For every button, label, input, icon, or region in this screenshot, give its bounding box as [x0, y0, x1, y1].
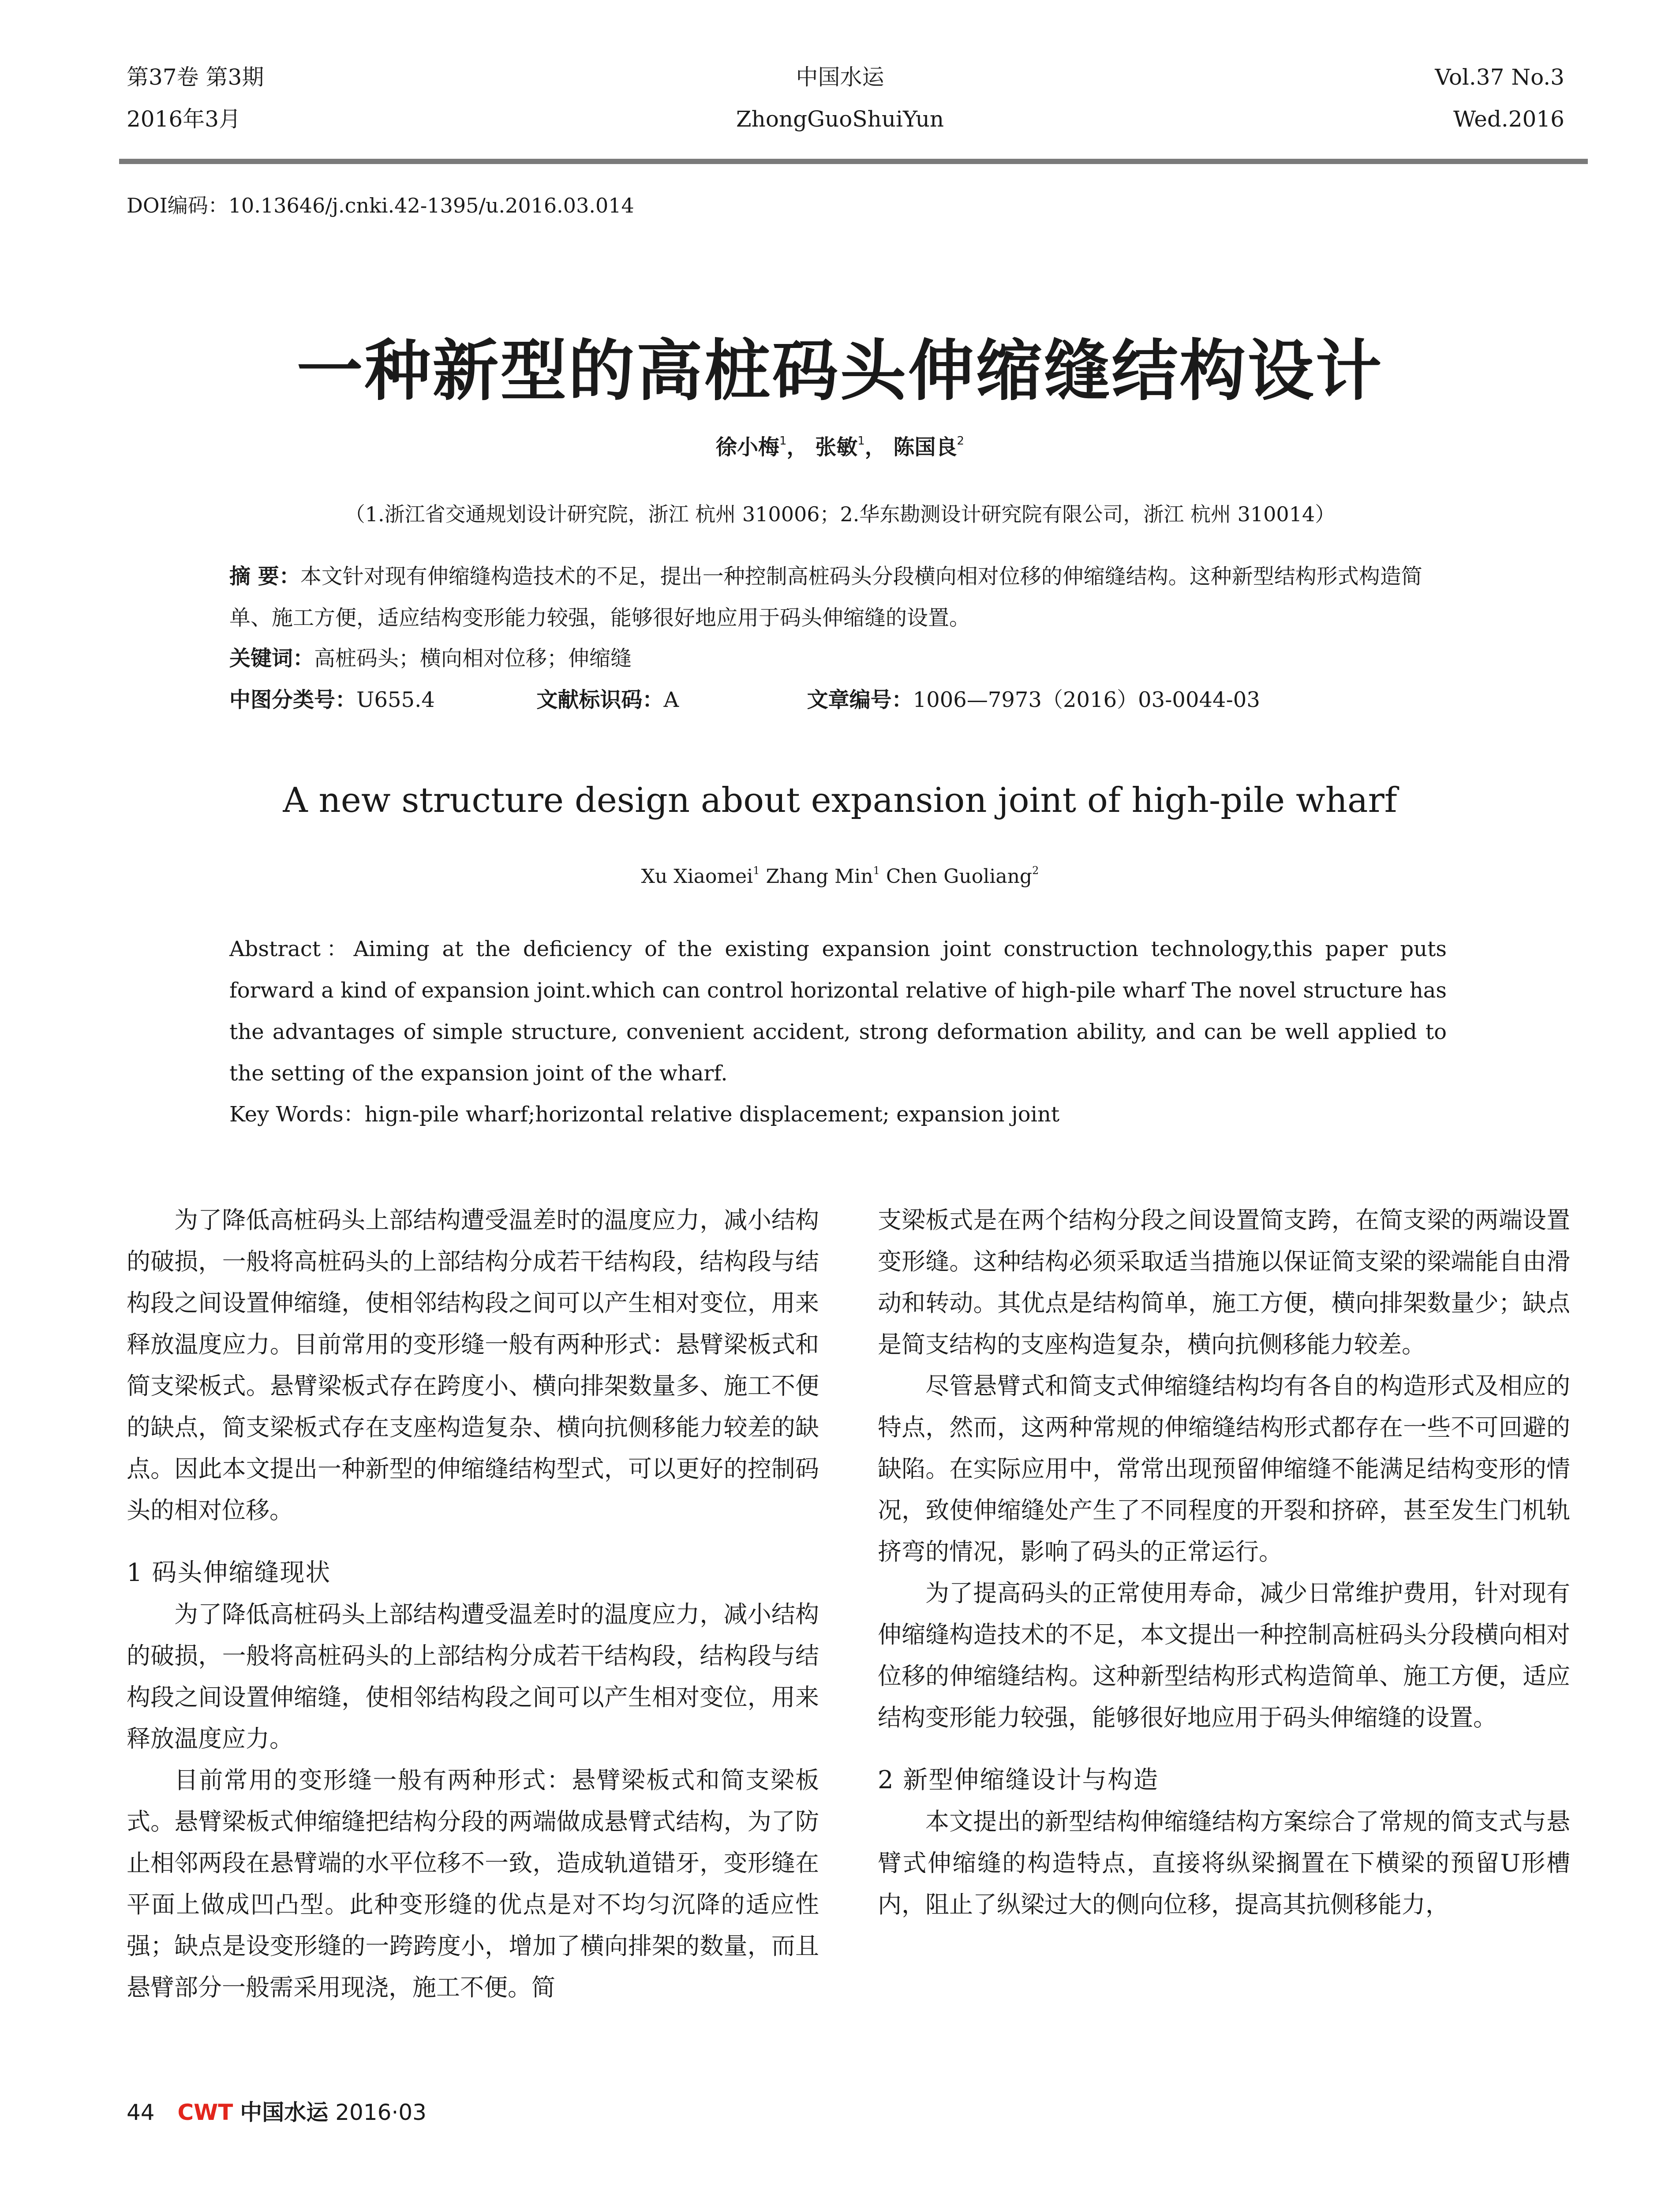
abstract-en [229, 928, 1447, 1094]
keywords-en [229, 1094, 1447, 1135]
clc-label: 中图分类号： [229, 688, 357, 712]
section-1-paragraph: 为了降低高桩码头上部结构遭受温差时的温度应力，减小结构的破损，一般将高桩码头的上部结构分成若干结构段，结构段与结构段之间设置伸缩缝，使相邻结构段之间可以产生相对变位，用来释放温度应力。 [127, 1600, 819, 1753]
article-no-label: 文章编号： [807, 688, 913, 712]
body-paragraph: 尽管悬臂式和简支式伸缩缝结构均有各自的构造形式及相应的特点，然而，这两种常规的伸缩缝结构形式都存在一些不可回避的缺陷。在实际应用中，常常出现预留伸缩缝不能满足结构变形的情况，致使伸缩缝处产生了不同程度的开裂和挤碎，甚至发生门机轨挤弯的情况，影响了码头的正常运行。 [878, 1372, 1570, 1566]
header-journal-en: ZhongGuoShuiYun [736, 106, 944, 132]
header-volume: 第37卷 第3期 [127, 64, 264, 90]
header-vol-no: Vol.37 No.3 [1435, 64, 1564, 90]
author-name-en: Zhang Min [766, 865, 873, 888]
author-name-en: Xu Xiaomei [641, 865, 753, 888]
paper-title: 一种新型的高桩码头伸缩缝结构设计 [296, 332, 1384, 410]
author-sup: 1 [857, 434, 865, 448]
keywords-en-text: hign-pile wharf;horizontal relative displacement; expansion joint [364, 1102, 1060, 1127]
doi: DOI编码：10.13646/j.cnki.42-1395/u.2016.03.014 [127, 194, 634, 217]
author-sup-en: 1 [753, 864, 760, 877]
body-paragraph: 为了提高码头的正常使用寿命，减少日常维护费用，针对现有伸缩缝构造技术的不足，本文提出一种控制高桩码头分段横向相对位移的伸缩缝结构。这种新型结构形式构造简单、施工方便，适应结构变形能力较强，能够很好地应用于码头伸缩缝的设置。 [878, 1579, 1570, 1731]
section-2-paragraph: 本文提出的新型结构伸缩缝结构方案综合了常规的简支式与悬臂式伸缩缝的构造特点，直接将纵梁搁置在下横梁的预留U形槽内，阻止了纵梁过大的侧向位移，提高其抗侧移能力， [878, 1808, 1570, 1918]
keywords-en-label: Key Words： [229, 1102, 365, 1127]
author-name: 张敏 [815, 435, 858, 460]
author-name: 陈国良 [893, 435, 957, 460]
section-1-heading: 1 码头伸缩缝现状 [127, 1558, 331, 1587]
body-column-right [878, 1200, 1570, 1925]
author-sup: 2 [957, 434, 965, 448]
journal-logo: CWT [177, 2100, 233, 2125]
page-footer [127, 2095, 427, 2127]
footer-issue: 2016·03 [335, 2100, 427, 2125]
author-sup: 1 [779, 434, 787, 448]
abstract-cn-text: 本文针对现有伸缩缝构造技术的不足，提出一种控制高桩码头分段横向相对位移的伸缩缝结构。这种新型结构形式构造简单、施工方便，适应结构变形能力较强，能够很好地应用于码头伸缩缝的设置。 [229, 564, 1422, 630]
author-name: 徐小梅 [715, 435, 779, 460]
abstract-en-label: Abstract： [229, 937, 354, 961]
header-journal-cn: 中国水运 [796, 64, 884, 90]
doc-code-value: A [663, 688, 679, 712]
page-number: 44 [127, 2100, 155, 2125]
author-name-en: Chen Guoliang [886, 865, 1033, 888]
author-sup-en: 1 [873, 864, 880, 877]
keywords-cn-text: 高桩码头；横向相对位移；伸缩缝 [314, 646, 632, 671]
footer-journal-name: 中国水运 [240, 2100, 329, 2125]
header-date: 2016年3月 [127, 106, 241, 132]
section-2-heading: 2 新型伸缩缝设计与构造 [878, 1766, 1159, 1794]
article-no-value: 1006—7973（2016）03-0044-03 [913, 688, 1260, 712]
abstract-cn-label: 摘 要： [229, 564, 300, 589]
keywords-cn [229, 638, 1447, 679]
english-author-list [0, 864, 1680, 888]
continued-paragraph: 支梁板式是在两个结构分段之间设置简支跨，在简支梁的两端设置变形缝。这种结构必须采取适当措施以保证简支梁的梁端能自由滑动和转动。其优点是结构简单，施工方便，横向排架数量少；缺点是简支结构的支座构造复杂，横向抗侧移能力较差。 [878, 1206, 1570, 1358]
clc-value: U655.4 [356, 688, 435, 712]
affiliation: （1.浙江省交通规划设计研究院，浙江 杭州 310006；2.华东勘测设计研究院有限公司，浙江 杭州 310014） [344, 502, 1336, 526]
doc-code-label: 文献标识码： [536, 688, 664, 712]
intro-paragraph: 为了降低高桩码头上部结构遭受温差时的温度应力，减小结构的破损，一般将高桩码头的上部结构分成若干结构段，结构段与结构段之间设置伸缩缝，使相邻结构段之间可以产生相对变位，用来释放温度应力。目前常用的变形缝一般有两种形式：悬臂梁板式和简支梁板式。悬臂梁板式存在跨度小、横向排架数量多、施工不便的缺点，简支梁板式存在支座构造复杂、横向抗侧移能力较差的缺点。因此本文提出一种新型的伸缩缝结构型式，可以更好的控制码头的相对位移。 [127, 1206, 819, 1524]
english-title: A new structure design about expansion joint of high-pile wharf [283, 781, 1397, 820]
header-issue-date: Wed.2016 [1453, 106, 1564, 132]
classification-line [229, 679, 1447, 721]
body-column-left [127, 1200, 819, 2008]
keywords-cn-label: 关键词： [229, 646, 314, 671]
abstract-en-text: Aiming at the deficiency of the existing expansion joint construction technology,this paper puts forward a kind of expansion joint.which can control horizontal relative of high-pile wharf The novel structure has the advantages of simple structure, convenient accident, strong deformation ability, and can be well applied to the setting of the expansion joint of the wharf. [229, 937, 1447, 1086]
author-separator: ， [786, 435, 808, 460]
section-1-paragraph: 目前常用的变形缝一般有两种形式：悬臂梁板式和简支梁板式。悬臂梁板式伸缩缝把结构分段的两端做成悬臂式结构，为了防止相邻两段在悬臂端的水平位移不一致，造成轨道错牙，变形缝在平面上做成凹凸型。此种变形缝的优点是对不均匀沉降的适应性强；缺点是设变形缝的一跨跨度小，增加了横向排架的数量，而且悬臂部分一般需采用现浇，施工不便。简 [127, 1766, 819, 2001]
author-separator: ， [864, 435, 886, 460]
author-list [0, 430, 1680, 460]
author-sup-en: 2 [1032, 864, 1039, 877]
abstract-cn [229, 556, 1447, 639]
header-rule [119, 159, 1588, 164]
